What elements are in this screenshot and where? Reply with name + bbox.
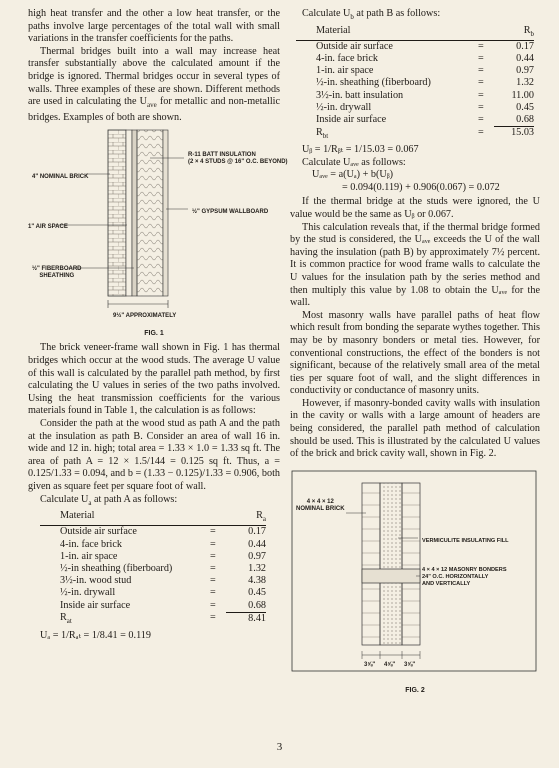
figure-1 [28, 126, 288, 338]
table-row [40, 539, 266, 551]
fig2-dim-3: 3⅝" [404, 661, 416, 668]
table-row [40, 575, 266, 587]
fig1-label-fiber: ½" FIBERBOARD SHEATHING [32, 266, 82, 280]
material-cell: 1-in. air space [316, 65, 374, 77]
fig2-dim-2: 4⅝" [384, 661, 396, 668]
equals-cell: = [478, 65, 484, 77]
air-space-layer [126, 130, 132, 296]
table-row [296, 77, 534, 89]
material-cell: ½-in. sheathing (fiberboard) [316, 77, 431, 89]
equals-cell: = [478, 89, 484, 101]
material-cell: 1-in. air space [60, 550, 118, 562]
material-cell: ½-in sheathing (fiberboard) [60, 562, 173, 574]
calc-a-line [28, 494, 280, 510]
fig2-bonder [362, 569, 420, 583]
batt-layer [137, 130, 163, 296]
fig1-label-dim: 9½" APPROXIMATELY [113, 313, 177, 320]
calc-a-sub: a [88, 498, 92, 507]
fig2-cavity-fill [380, 483, 402, 645]
equals-cell: = [478, 53, 484, 65]
equals-cell: = [210, 599, 216, 611]
r-value-cell: 1.32 [248, 562, 266, 574]
table-b-sum-row [296, 127, 534, 142]
r-value-cell: 0.97 [248, 550, 266, 562]
gypsum-layer [163, 130, 168, 296]
equals-cell: = [478, 40, 484, 52]
equals-cell: = [478, 114, 484, 126]
fig1-label-air: 1" AIR SPACE [28, 224, 68, 231]
bridges-paragraph [28, 46, 280, 125]
table-b-sum-r: R [316, 126, 323, 138]
table-row [40, 587, 266, 599]
table-a-col-r-text: R [256, 510, 263, 522]
table-path-a [40, 510, 266, 627]
table-a-col-material: Material [40, 510, 210, 526]
table-b-col-r-sub: b [530, 29, 534, 38]
equals-cell: = [210, 562, 216, 574]
table-b-col-r-text: R [523, 24, 531, 36]
r-value-cell: 4.38 [248, 575, 266, 587]
equals-cell: = [478, 101, 484, 113]
table-b-sum-label [296, 127, 478, 142]
table-row [40, 563, 266, 575]
material-cell: ½-in. drywall [316, 101, 372, 113]
fig1-label-gypsum: ½" GYPSUM WALLBOARD [192, 209, 269, 216]
fiberboard-layer [132, 130, 137, 296]
left-column [28, 8, 288, 642]
material-cell: Outside air surface [316, 40, 393, 52]
material-cell: 3½-in. batt insulation [316, 89, 404, 101]
table-b-sum-sub: bt [322, 131, 329, 140]
table-row [40, 526, 266, 539]
masonry-paragraph: Most masonry walls have parallel paths of heat flow which result from bonding the separate wythes together. This may be by masonry bonders or metal ties. However, for conventional constructions, the effect of the bonders is not significant, because of the relatively small area of the metal ties per square foot of wall, and the slight differences in conductivity or conductance of masonry units. [290, 309, 540, 397]
r-value-cell: 1.32 [516, 77, 534, 89]
r-value-cell: 0.68 [226, 600, 266, 613]
table-a-body [40, 526, 266, 612]
material-cell: 4-in. face brick [316, 53, 378, 65]
table-a-col-r-sub: a [262, 515, 266, 524]
uavg-equation-2: = 0.094(0.119) + 0.906(0.067) = 0.072 [342, 181, 500, 193]
equals-cell: = [210, 550, 216, 562]
calc-b-line [290, 8, 540, 24]
table-a-sum-label [40, 612, 210, 627]
fig2-outer-wythe [362, 483, 380, 645]
fig2-inner-wythe [402, 483, 420, 645]
fig2-label-fill: VERMICULITE INSULATING FILL [422, 537, 509, 544]
veneer-paragraph: The brick veneer-frame wall shown in Fig. 1 has thermal bridges which occur at the wood studs. The average U value of this wall is calculated by the parallel path method, by first calculating the U values in series of the two paths involved. Using the heat transmission coefficients for the various materials found in Table 1, the calculation is as follows: [28, 342, 280, 417]
r-value-cell: 0.68 [494, 114, 534, 127]
table-a-sum-sub: at [66, 617, 72, 626]
consider-paragraph: Consider the path at the wood stud as path A and the path at the insulation as path B. Consider an area of wall 16 in. wide and 12 in. high; total area = 1.33 × 1.0 = 1.33 sq ft. The area of path A = 12 × 1.5/144 = 0.125 sq ft. Thus, a = 0.125/1.33 = 0.094, and b = (1.33 − 0.125)/1.33 = 0.906, both given as square feet per square foot of wall. [28, 417, 280, 492]
equals-cell: = [210, 538, 216, 550]
material-cell: Outside air surface [60, 526, 137, 538]
table-a-col-r [226, 510, 266, 526]
reveals-paragraph: This calculation reveals that, if the thermal bridge formed by the stud is considered, the Uₐᵥₑ exceeds the U of the wall having the insulation (path B) by approximately 7½ percent. It is common practice for wood frame walls to calculate the U values for the insulation path by the series method and then multiply this value by 1.08 to obtain the Uₐᵥₑ for the wall. [290, 221, 540, 309]
fig1-label-brick: 4" NOMINAL BRICK [32, 174, 89, 181]
bridges-sub: ave [147, 101, 157, 110]
table-b-sum-eq: = [478, 126, 484, 138]
ua-equation: Uₐ = 1/Rₐₜ = 1/8.41 = 0.119 [40, 629, 151, 641]
r-value-cell: 0.17 [248, 526, 266, 538]
brick-layer [108, 130, 126, 296]
r-value-cell: 0.17 [516, 40, 534, 52]
table-a-sum-eq: = [210, 612, 216, 624]
fig2-dim-1: 3⅝" [364, 661, 376, 668]
right-column [290, 8, 540, 697]
fig1-caption: FIG. 1 [144, 330, 164, 338]
ub-equation: Uᵦ = 1/Rᵦₜ = 1/15.03 = 0.067 [302, 144, 419, 156]
fig2-caption: FIG. 2 [405, 686, 425, 694]
table-row [296, 114, 534, 127]
r-value-cell: 0.45 [248, 587, 266, 599]
table-row [40, 551, 266, 563]
r-value-cell: 11.00 [511, 89, 534, 101]
table-row [296, 102, 534, 114]
calc-b-pre: Calculate U [302, 8, 351, 19]
material-cell: Inside air surface [60, 599, 131, 611]
table-a-sum-val: 8.41 [248, 612, 266, 624]
table-b-header [296, 25, 534, 41]
calc-a-pre: Calculate U [40, 493, 89, 505]
equals-cell: = [210, 526, 216, 538]
table-row [296, 90, 534, 102]
material-cell: 4-in. face brick [60, 538, 122, 550]
table-b-col-r [494, 25, 534, 41]
table-b-col-material: Material [296, 25, 478, 41]
table-a-sum-r: R [60, 612, 67, 624]
r-value-cell: 0.97 [516, 65, 534, 77]
uavg-equation-1: Uₐᵥₑ = a(Uₐ) + b(Uᵦ) [312, 169, 393, 181]
table-b-body [296, 40, 534, 126]
fig2-label-brick: 4 × 4 × 12 NOMINAL BRICK [296, 498, 345, 512]
table-a-sum-row [40, 612, 266, 627]
material-cell: ½-in. drywall [60, 587, 116, 599]
material-cell: 3½-in. wood stud [60, 575, 132, 587]
table-b-sum-val: 15.03 [511, 127, 534, 139]
table-row [296, 53, 534, 65]
table-a-header [40, 510, 266, 526]
table-row [296, 40, 534, 53]
page-number: 3 [276, 741, 283, 753]
calc-b-post: at path B as follows: [353, 8, 441, 19]
r-value-cell: 0.44 [248, 538, 266, 550]
calc-b-sub: b [350, 13, 354, 22]
r-value-cell: 0.45 [516, 101, 534, 113]
intro-paragraph: high heat transfer and the other a low heat transfer, or the paths involve large percentages of the total wall with small variations in the transfer coefficients for the paths. [28, 8, 280, 45]
ignored-paragraph: If the thermal bridge at the studs were ignored, the U value would be the same as Uᵦ or 0.067. [290, 196, 540, 220]
however-paragraph: However, if masonry-bonded cavity walls with insulation in the cavity or walls with a large amount of headers are being considered, the parallel path method of calculation should be used. This is illustrated by the calculated U values of the brick and brick cavity wall, shown in Fig. 2. [290, 397, 540, 460]
figure-2 [290, 469, 540, 697]
r-value-cell: 0.44 [516, 53, 534, 65]
calc-a-post: at path A as follows: [91, 493, 178, 505]
equals-cell: = [210, 587, 216, 599]
table-row [296, 65, 534, 77]
equals-cell: = [210, 575, 216, 587]
equals-cell: = [478, 77, 484, 89]
table-path-b [296, 25, 534, 142]
fig1-label-batt: R-11 BATT INSULATION (2 × 4 STUDS @ 16" O.C. BEYOND) [188, 152, 288, 166]
material-cell: Inside air surface [316, 114, 387, 126]
calc-avg-line: Calculate Uₐᵥₑ as follows: [302, 156, 406, 168]
bridges-text: Thermal bridges built into a wall may increase heat transfer substantially above the calculated amount if the bridge is ignored. Thermal bridges occur in several types of walls. Three examples of these are shown. Different methods are used in calculating the U [28, 45, 280, 108]
bridges-text-end: for metallic and non-metallic bridges. Examples of both are shown. [28, 96, 280, 123]
fig2-label-bonders: 4 × 4 × 12 MASONRY BONDERS 24" O.C. HORIZONTALLY AND VERTICALLY [422, 566, 507, 587]
table-row [40, 600, 266, 613]
